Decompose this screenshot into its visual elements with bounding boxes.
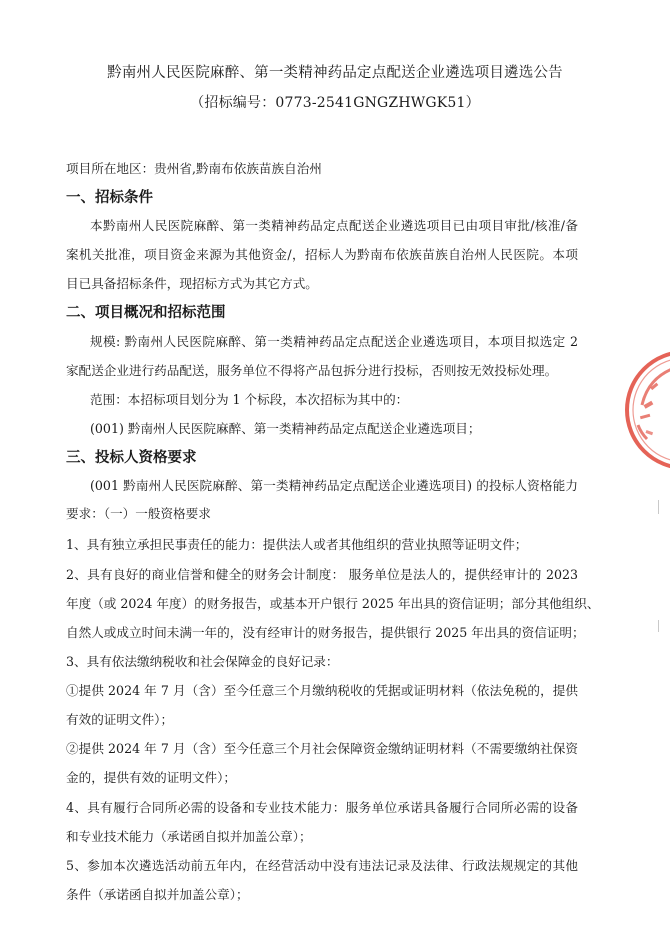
scan-mark <box>658 620 659 632</box>
paragraph-line: 3、具有依法缴纳税收和社会保障金的良好记录： <box>66 654 339 669</box>
paragraph-line: 本黔南州人民医院麻醉、第一类精神药品定点配送企业遴选项目已由项目审批/核准/备 <box>90 218 578 233</box>
paragraph-line: 2、具有良好的商业信誉和健全的财务会计制度： 服务单位是法人的，提供经审计的 2023 <box>66 567 578 582</box>
paragraph-line: 有效的证明文件）； <box>66 712 174 727</box>
official-seal <box>620 345 670 475</box>
paragraph-line: 规模: 黔南州人民医院麻醉、第一类精神药品定点配送企业遴选项目，本项目拟选定 2 <box>90 334 578 349</box>
paragraph-line: 4、具有履行合同所必需的设备和专业技术能力：服务单位承诺具备履行合同所必需的设备 <box>66 800 578 815</box>
paragraph-line: 和专业技术能力（承诺函自拟并加盖公章）； <box>66 829 312 844</box>
paragraph-line: 条件（承诺函自拟并加盖公章）； <box>66 887 249 902</box>
scan-mark <box>658 500 659 514</box>
paragraph-line: 范围：本招标项目划分为 1 个标段，本次招标为其中的： <box>90 392 409 407</box>
paragraph-line: 金的，提供有效的证明文件）； <box>66 770 237 785</box>
section-heading-2: 二、项目概况和招标范围 <box>66 305 226 321</box>
document-title: 黔南州人民医院麻醉、第一类精神药品定点配送企业遴选项目遴选公告 <box>107 65 563 81</box>
paragraph-line: ②提供 2024 年 7 月（含）至今任意三个月社会保障资金缴纳证明材料（不需要缴纳社保资 <box>66 741 578 756</box>
section-heading-1: 一、招标条件 <box>66 190 153 206</box>
paragraph-line: 案机关批准，项目资金来源为其他资金/，招标人为黔南布依族苗族自治州人民医院。本项 <box>66 247 578 262</box>
paragraph-line: 5、参加本次遴选活动前五年内，在经营活动中没有违法记录及法律、行政法规规定的其他 <box>66 858 578 873</box>
paragraph-line: 家配送企业进行药品配送，服务单位不得将产品包拆分进行投标，否则按无效投标处理。 <box>66 363 558 378</box>
paragraph-line: 目已具备招标条件，现招标方式为其它方式。 <box>66 276 318 291</box>
paragraph-line: (001 黔南州人民医院麻醉、第一类精神药品定点配送企业遴选项目) 的投标人资格能力 <box>90 478 578 493</box>
section-heading-3: 三、投标人资格要求 <box>66 450 197 466</box>
paragraph-line: 自然人或成立时间未满一年的，没有经审计的财务报告，提供银行 2025 年出具的资信证明； <box>66 625 585 640</box>
paragraph-line: 1、具有独立承担民事责任的能力：提供法人或者其他组织的营业执照等证明文件； <box>66 537 528 552</box>
tender-number: （招标编号：0773-2541GNGZHWGK51） <box>190 95 480 111</box>
paragraph-line: (001) 黔南州人民医院麻醉、第一类精神药品定点配送企业遴选项目； <box>90 421 481 436</box>
paragraph-line: 年度（或 2024 年度）的财务报告，或基本开户银行 2025 年出具的资信证明；部分其他组织、 <box>66 596 600 611</box>
paragraph-line: ①提供 2024 年 7 月（含）至今任意三个月缴纳税收的凭据或证明材料（依法免税的，提供 <box>66 683 578 698</box>
paragraph-line: 要求：（一）一般资格要求 <box>66 506 211 521</box>
project-location: 项目所在地区：贵州省,黔南布依族苗族自治州 <box>66 161 322 176</box>
